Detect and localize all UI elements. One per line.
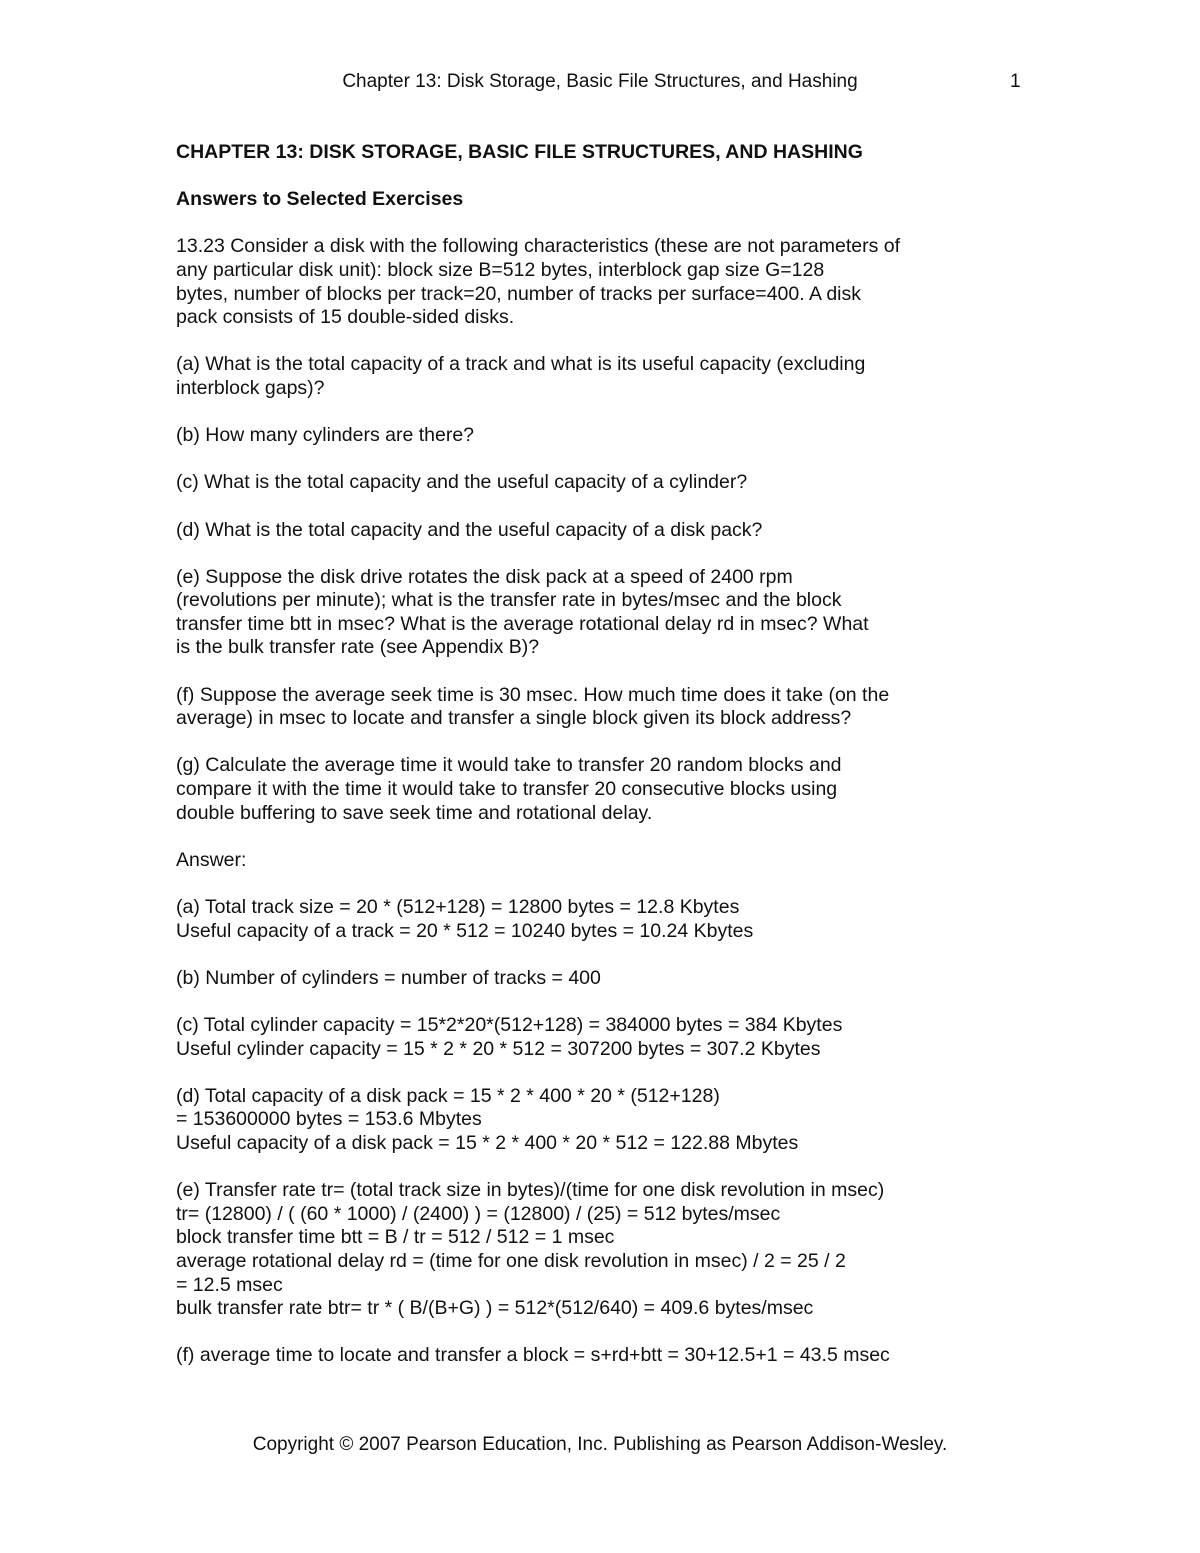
text-line: (a) Total track size = 20 * (512+128) = 12800 bytes = 12.8 Kbytes <box>176 896 740 918</box>
paragraph <box>176 754 976 825</box>
text-line: any particular disk unit): block size B=512 bytes, interblock gap size G=128 <box>176 258 825 281</box>
text-line: double buffering to save seek time and rotational delay. <box>176 801 653 824</box>
text-line: (b) How many cylinders are there? <box>176 424 475 447</box>
text-line: interblock gaps)? <box>176 376 325 399</box>
paragraph <box>176 566 976 660</box>
text-line: bulk transfer rate btr= tr * ( B/(B+G) ) = 512*(512/640) = 409.6 bytes/msec <box>176 1297 814 1320</box>
paragraph <box>176 684 976 731</box>
text-line: Useful capacity of a track = 20 * 512 = 10240 bytes = 10.24 Kbytes <box>176 919 754 942</box>
paragraph <box>176 896 976 943</box>
page-number: 1 <box>1010 71 1021 92</box>
text-line: (d) What is the total capacity and the useful capacity of a disk pack? <box>176 518 763 541</box>
text-line: (f) average time to locate and transfer a block = s+rd+btt = 30+12.5+1 = 43.5 msec <box>176 1344 890 1367</box>
paragraph <box>176 471 976 495</box>
chapter-title: CHAPTER 13: DISK STORAGE, BASIC FILE STRUCTURES, AND HASHING <box>176 141 863 163</box>
paragraph <box>176 1014 976 1061</box>
copyright-footer: Copyright © 2007 Pearson Education, Inc. Publishing as Pearson Addison-Wesley. <box>252 1434 948 1455</box>
section-title: Answers to Selected Exercises <box>176 188 464 211</box>
text-line: Useful capacity of a disk pack = 15 * 2 * 400 * 20 * 512 = 122.88 Mbytes <box>176 1131 799 1154</box>
text-line: Answer: <box>176 848 247 871</box>
text-line: (revolutions per minute); what is the transfer rate in bytes/msec and the block <box>176 589 842 612</box>
page-header-title: Chapter 13: Disk Storage, Basic File Structures, and Hashing <box>342 71 858 92</box>
text-line: average) in msec to locate and transfer a single block given its block address? <box>176 707 852 730</box>
text-line: = 153600000 bytes = 153.6 Mbytes <box>176 1108 482 1131</box>
paragraph <box>176 1344 976 1368</box>
text-line: (f) Suppose the average seek time is 30 msec. How much time does it take (on the <box>176 683 890 706</box>
text-line: pack consists of 15 double-sided disks. <box>176 306 515 329</box>
paragraph <box>176 1085 976 1156</box>
paragraph <box>176 1179 976 1321</box>
text-line: transfer time btt in msec? What is the average rotational delay rd in msec? What <box>176 612 869 635</box>
text-line: tr= (12800) / ( (60 * 1000) / (2400) ) = (12800) / (25) = 512 bytes/msec <box>176 1202 781 1225</box>
document-body <box>176 141 976 1391</box>
text-line: (g) Calculate the average time it would take to transfer 20 random blocks and <box>176 754 842 777</box>
text-line: compare it with the time it would take to transfer 20 consecutive blocks using <box>176 778 838 801</box>
text-line: is the bulk transfer rate (see Appendix B)? <box>176 636 540 659</box>
paragraph <box>176 967 976 991</box>
text-line: (b) Number of cylinders = number of tracks = 400 <box>176 966 601 989</box>
text-line: (d) Total capacity of a disk pack = 15 * 2 * 400 * 20 * (512+128) <box>176 1084 720 1107</box>
text-line: average rotational delay rd = (time for one disk revolution in msec) / 2 = 25 / 2 <box>176 1249 846 1272</box>
text-line: (a) What is the total capacity of a track and what is its useful capacity (excluding <box>176 353 866 376</box>
text-line: (c) Total cylinder capacity = 15*2*20*(512+128) = 384000 bytes = 384 Kbytes <box>176 1013 843 1036</box>
text-line: 13.23 Consider a disk with the following characteristics (these are not parameters of <box>176 235 901 258</box>
text-line: = 12.5 msec <box>176 1273 283 1296</box>
paragraphs <box>176 235 976 1368</box>
paragraph <box>176 424 976 448</box>
paragraph <box>176 353 976 400</box>
paragraph <box>176 849 976 873</box>
text-line: Useful cylinder capacity = 15 * 2 * 20 * 512 = 307200 bytes = 307.2 Kbytes <box>176 1037 821 1060</box>
text-line: block transfer time btt = B / tr = 512 / 512 = 1 msec <box>176 1226 615 1249</box>
paragraph <box>176 519 976 543</box>
text-line: bytes, number of blocks per track=20, number of tracks per surface=400. A disk <box>176 282 862 305</box>
text-line: (e) Transfer rate tr= (total track size in bytes)/(time for one disk revolution in msec) <box>176 1179 885 1202</box>
paragraph <box>176 235 976 329</box>
text-line: (e) Suppose the disk drive rotates the disk pack at a speed of 2400 rpm <box>176 565 793 588</box>
text-line: (c) What is the total capacity and the useful capacity of a cylinder? <box>176 471 748 494</box>
